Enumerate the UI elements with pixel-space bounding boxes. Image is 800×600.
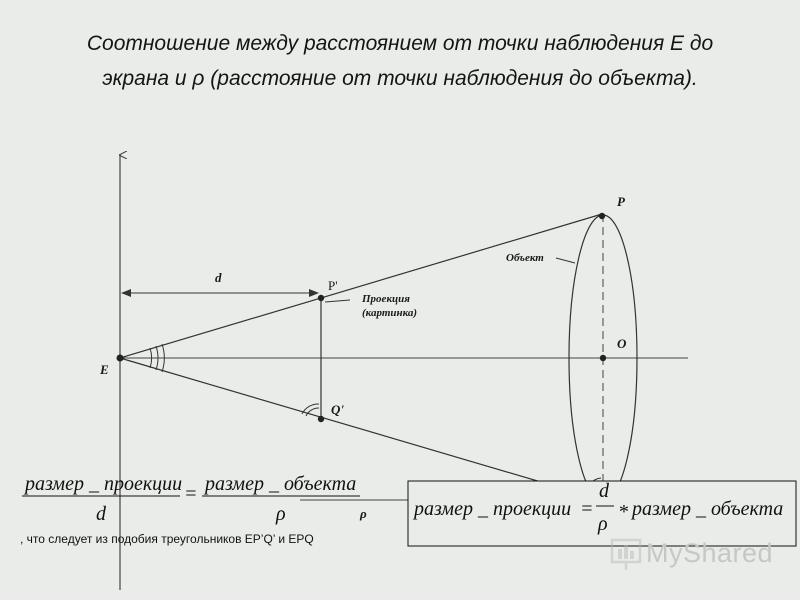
formula-left-num2: размер _ объекта [205, 473, 357, 495]
label-O: O [617, 336, 627, 351]
label-Q-prime: Q' [331, 402, 344, 417]
object-leader [556, 258, 575, 263]
formula-right-eq: = [580, 498, 594, 520]
label-projection-1: Проекция [362, 293, 410, 305]
formula-right-frac-den: ρ [598, 513, 608, 535]
label-P-prime: P' [328, 278, 338, 293]
formula-right-lhs: размер _ проекции [414, 498, 572, 520]
title-line-1: Соотношение между расстоянием от точки наблюдения E до [86, 32, 714, 55]
label-object: Объект [506, 252, 544, 264]
point-O [600, 355, 606, 361]
point-E [117, 355, 124, 362]
caption: , что следует из подобия треугольников EP’Q’ и EPQ [20, 532, 314, 546]
formula-right-rhs: размер _ объекта [632, 498, 784, 520]
projection-leader [325, 300, 350, 302]
formula-left-num1: размер _ проекции [25, 473, 183, 495]
label-d: d [215, 270, 222, 285]
point-P-prime [318, 295, 324, 301]
ray-E-P [120, 214, 602, 358]
formula-left-den2: ρ [276, 503, 286, 525]
formula-left-den1: d [96, 503, 106, 525]
ray-E-Q [120, 358, 602, 500]
watermark: MyShared [646, 538, 774, 568]
label-projection-2: (картинка) [362, 307, 418, 319]
label-E: E [100, 362, 109, 377]
point-P [599, 213, 605, 219]
title-line-2: экрана и ρ (расстояние от точки наблюдения до объекта). [102, 67, 698, 90]
formula-left-eq: = [184, 483, 198, 505]
formula-right-times: * [618, 501, 628, 523]
point-Q-prime [318, 416, 324, 422]
formula-right-frac-num: d [599, 480, 609, 502]
label-P: P [617, 194, 625, 209]
label-rho: ρ [360, 506, 367, 521]
